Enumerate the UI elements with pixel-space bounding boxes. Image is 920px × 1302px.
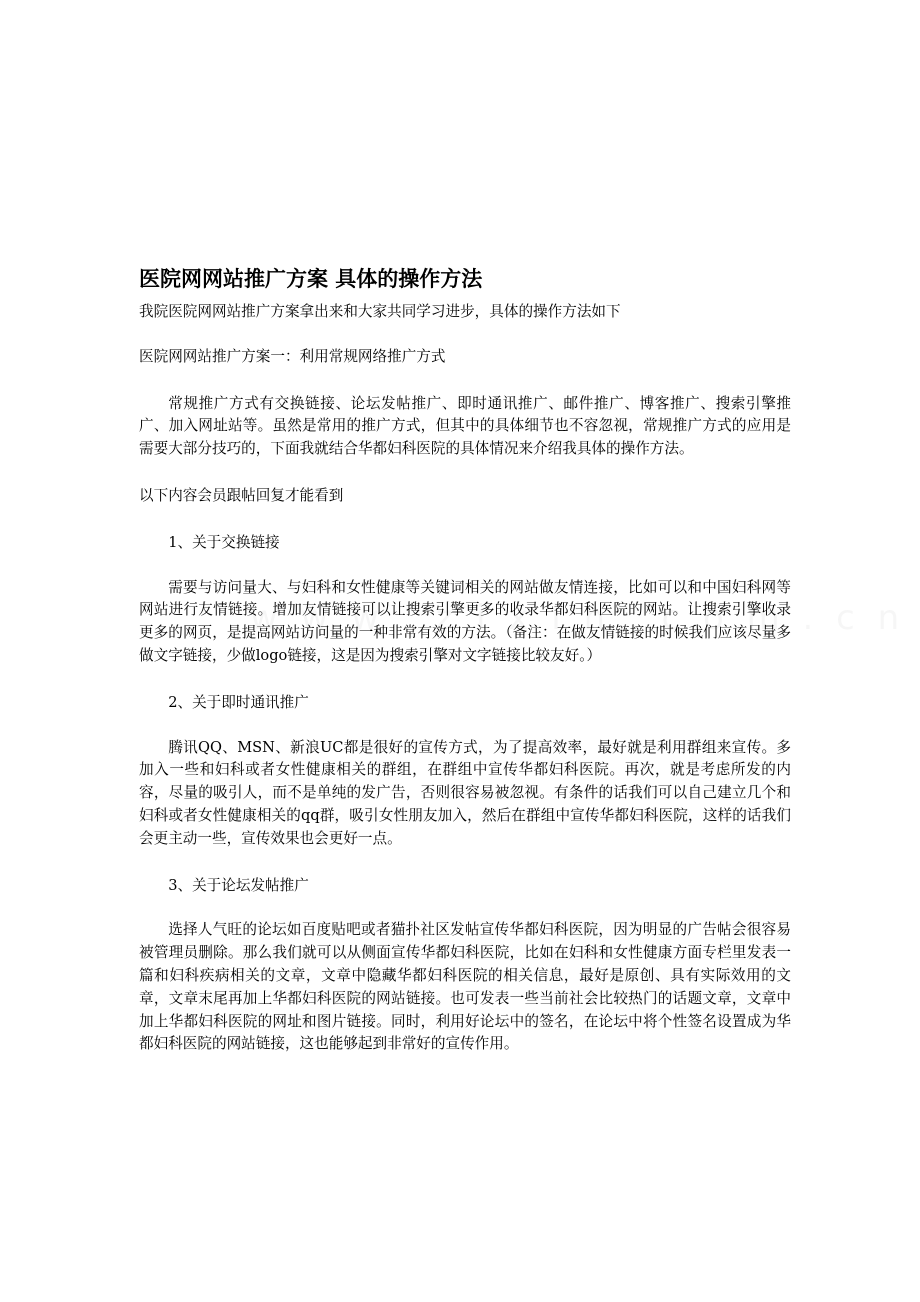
plan-heading: 医院网网站推广方案一：利用常规网络推广方式: [139, 347, 446, 365]
document-title: 医院网网站推广方案 具体的操作方法: [139, 266, 483, 291]
section-heading-exchange-links: 1、关于交换链接: [168, 533, 280, 551]
intro-paragraph: 我院医院网网站推广方案拿出来和大家共同学习进步，具体的操作方法如下: [139, 303, 621, 320]
members-note: 以下内容会员跟帖回复才能看到: [139, 486, 344, 504]
section-heading-instant-messaging: 2、关于即时通讯推广: [168, 693, 309, 711]
section-heading-forum-posting: 3、关于论坛发帖推广: [168, 876, 309, 894]
section-body-exchange-links: 需要与访问量大、与妇科和女性健康等关键词相关的网站做友情连接，比如可以和中国妇科网等网站进行友情链接。增加友情链接可以让搜索引擎更多的收录华都妇科医院的网站。让搜索引擎收录更多的网页，是提高网站访问量的一种非常有效的方法。（备注：在做友情链接的时候我们应该尽量多做文字链接，少做logo链接，这是因为搜索引擎对文字链接比较友好。）: [139, 578, 791, 664]
overview-paragraph: 常规推广方式有交换链接、论坛发帖推广、即时通讯推广、邮件推广、博客推广、搜索引擎推广、加入网址站等。虽然是常用的推广方式，但其中的具体细节也不容忽视，常规推广方式的应用是需要大部分技巧的，下面我就结合华都妇科医院的具体情况来介绍我具体的操作方法。: [139, 394, 791, 458]
section-body-forum-posting: 选择人气旺的论坛如百度贴吧或者猫扑社区发帖宣传华都妇科医院，因为明显的广告帖会很容易被管理员删除。那么我们就可以从侧面宣传华都妇科医院，比如在妇科和女性健康方面专栏里发表一篇和妇科疾病相关的文章，文章中隐藏华都妇科医院的相关信息，最好是原创、具有实际效用的文章，文章末尾再加上华都妇科医院的网站链接。也可发表一些当前社会比较热门的话题文章，文章中加上华都妇科医院的网址和图片链接。同时，利用好论坛中的签名，在论坛中将个性签名设置成为华都妇科医院的网站链接，这也能够起到非常好的宣传作用。: [139, 921, 791, 1053]
document-page: [139, 262, 791, 1056]
section-body-instant-messaging: 腾讯QQ、MSN、新浪UC都是很好的宣传方式，为了提高效率，最好就是利用群组来宣传。多加入一些和妇科或者女性健康相关的群组，在群组中宣传华都妇科医院。再次，就是考虑所发的内容，尽量的吸引人，而不是单纯的发广告，否则很容易被忽视。有条件的话我们可以自己建立几个和妇科或者女性健康相关的qq群，吸引女性朋友加入，然后在群组中宣传华都妇科医院，这样的话我们会更主动一些，宣传效果也会更好一点。: [139, 738, 791, 847]
